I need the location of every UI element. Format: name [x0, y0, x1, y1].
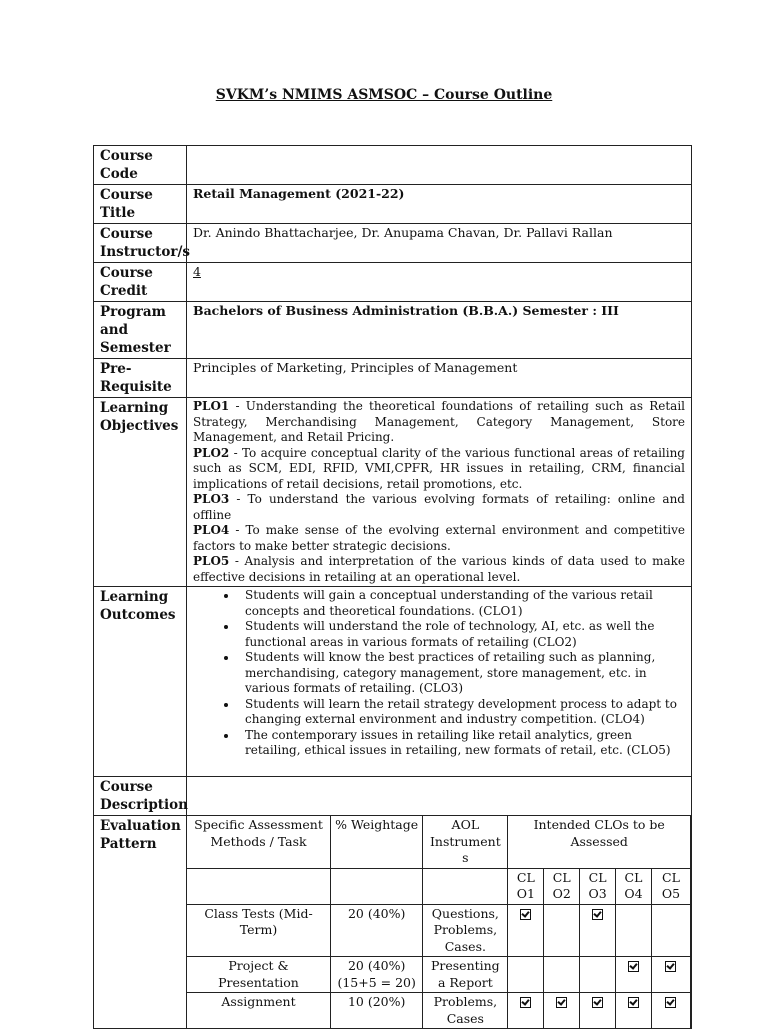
header-weightage: % Weightage — [331, 816, 423, 868]
course-description-value — [187, 777, 692, 816]
checked-box-icon — [592, 997, 603, 1008]
list-item: • Students will gain a conceptual understanding of the various retail concepts and theoretical foundations. (CLO1) — [238, 588, 685, 619]
clo-label: CL O5 — [651, 868, 690, 904]
learning-outcomes-list — [193, 588, 685, 759]
plo-item: PLO3 - To understand the various evolving formats of retailing: online and offline — [193, 492, 685, 522]
row-prerequisite — [94, 359, 692, 398]
learning-outcomes-cell — [187, 587, 692, 777]
course-title-label: Course Title — [94, 185, 187, 224]
learning-outcomes-label: Learning Outcomes — [94, 587, 187, 777]
course-outline-table — [93, 145, 692, 1029]
row-evaluation — [94, 816, 692, 1029]
prerequisite-label: Pre-Requisite — [94, 359, 187, 398]
prerequisite-value: Principles of Marketing, Principles of Management — [187, 359, 692, 398]
checked-box-icon — [665, 961, 676, 972]
evaluation-label: Evaluation Pattern — [94, 816, 187, 1029]
evaluation-cell — [187, 816, 692, 1029]
row-course-description — [94, 777, 692, 816]
list-item: • Students will understand the role of technology, AI, etc. as well the functional areas in various formats of retailing (CLO2) — [238, 619, 685, 650]
checked-box-icon — [628, 961, 639, 972]
list-item: • The contemporary issues in retailing like retail analytics, green retailing, ethical issues in retailing, new formats of retail, etc. (CLO5) — [238, 728, 685, 759]
instructors-label: Course Instructor/s — [94, 224, 187, 263]
header-aol: AOL Instrument s — [423, 816, 508, 868]
aol-cell: Presenting a Report — [423, 957, 508, 993]
checked-box-icon — [556, 997, 567, 1008]
document-title: SVKM’s NMIMS ASMSOC – Course Outline — [215, 87, 553, 103]
checked-box-icon — [520, 909, 531, 920]
evaluation-header-row — [187, 816, 691, 868]
checked-box-icon — [628, 997, 639, 1008]
plo-item: PLO2 - To acquire conceptual clarity of the various functional areas of retailing such as SCM, EDI, RFID, VMI,CPFR, HR issues in retailing, CRM, financial implications of retail decisions, retail promotions, etc. — [193, 445, 685, 491]
evaluation-table — [187, 816, 691, 1028]
clo-label: CL O3 — [580, 868, 616, 904]
credit-label: Course Credit — [94, 263, 187, 302]
method-cell: Class Tests (Mid-Term) — [187, 904, 331, 957]
evaluation-row — [187, 993, 691, 1029]
row-learning-outcomes — [94, 587, 692, 777]
credit-value: 4 — [193, 264, 201, 279]
method-cell: Project & Presentation — [187, 957, 331, 993]
evaluation-row — [187, 957, 691, 993]
learning-objectives-list — [187, 398, 692, 587]
weightage-cell: 20 (40%) — [331, 904, 423, 957]
method-cell: Assignment — [187, 993, 331, 1029]
header-method: Specific Assessment Methods / Task — [187, 816, 331, 868]
weightage-cell: 10 (20%) — [331, 993, 423, 1029]
row-course-title — [94, 185, 692, 224]
list-item: • Students will know the best practices of retailing such as planning, merchandising, category management, store management, etc. in various formats of retailing. (CLO3) — [238, 650, 685, 697]
clo-header-row — [187, 868, 691, 904]
clo-label: CL O1 — [508, 868, 544, 904]
plo-item: PLO5 - Analysis and interpretation of the various kinds of data used to make effective decisions in retailing at an operational level. — [193, 554, 685, 584]
program-label: Program and Semester — [94, 302, 187, 359]
row-program — [94, 302, 692, 359]
course-title-value: Retail Management (2021-22) — [187, 185, 692, 224]
row-credit — [94, 263, 692, 302]
plo-item: PLO1 - Understanding the theoretical foundations of retailing such as Retail Strategy, Merchandising Management, Category Management, Store Management, and Retail Pricing. — [193, 399, 685, 444]
aol-cell: Problems, Cases — [423, 993, 508, 1029]
checked-box-icon — [520, 997, 531, 1008]
row-learning-objectives — [94, 398, 692, 587]
checked-box-icon — [592, 909, 603, 920]
course-code-value — [187, 146, 692, 185]
list-item: • Students will learn the retail strategy development process to adapt to changing external environment and industry competition. (CLO4) — [238, 697, 685, 728]
header-clos: Intended CLOs to be Assessed — [508, 816, 691, 868]
learning-objectives-label: Learning Objectives — [94, 398, 187, 587]
row-instructors — [94, 224, 692, 263]
course-code-label: Course Code — [94, 146, 187, 185]
evaluation-row — [187, 904, 691, 957]
checked-box-icon — [665, 997, 676, 1008]
row-course-code — [94, 146, 692, 185]
plo-item: PLO4 - To make sense of the evolving external environment and competitive factors to make better strategic decisions. — [193, 523, 685, 553]
course-description-label: Course Description — [94, 777, 187, 816]
aol-cell: Questions, Problems, Cases. — [423, 904, 508, 957]
program-value: Bachelors of Business Administration (B.B.A.) Semester : III — [187, 302, 692, 359]
instructors-value: Dr. Anindo Bhattacharjee, Dr. Anupama Chavan, Dr. Pallavi Rallan — [187, 224, 692, 263]
clo-label: CL O4 — [616, 868, 652, 904]
weightage-cell: 20 (40%) (15+5 = 20) — [331, 957, 423, 993]
clo-label: CL O2 — [544, 868, 580, 904]
